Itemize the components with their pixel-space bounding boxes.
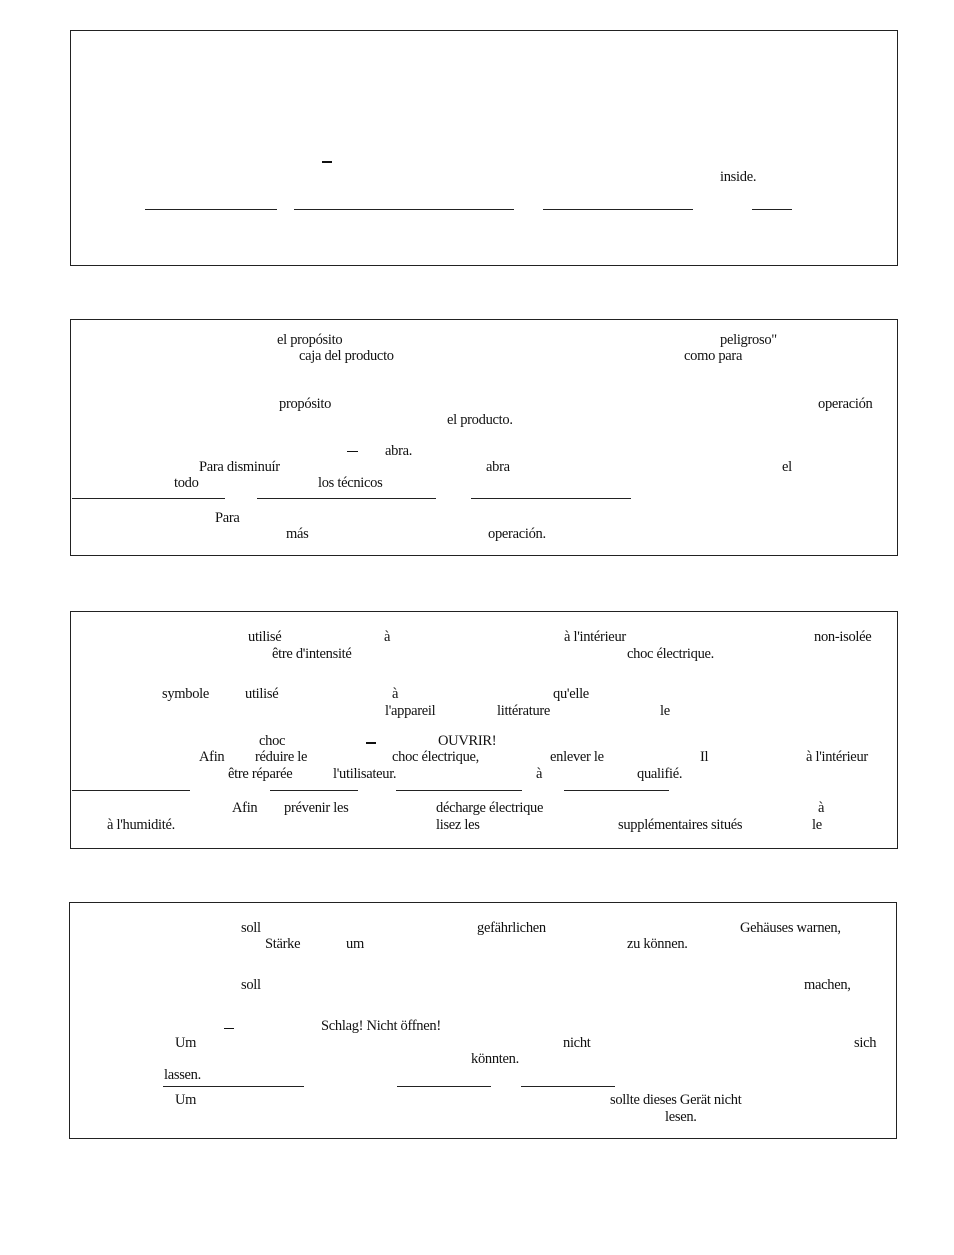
english-warning-box xyxy=(70,30,898,266)
german-word: Um xyxy=(175,1035,197,1051)
french-word: prévenir les xyxy=(284,800,349,816)
spanish-word: operación. xyxy=(488,526,546,542)
spanish-word: Para disminuír xyxy=(199,459,280,475)
dash-mark xyxy=(366,742,376,744)
french-word: enlever le xyxy=(550,749,604,765)
french-word: décharge électrique xyxy=(436,800,544,816)
german-word: Um xyxy=(175,1092,197,1108)
english-word: inside. xyxy=(720,169,757,185)
spanish-word: abra xyxy=(486,459,510,475)
spanish-word: el xyxy=(782,459,792,475)
spanish-word: los técnicos xyxy=(318,475,383,491)
french-word: être d'intensité xyxy=(272,646,352,662)
underline xyxy=(752,209,792,210)
spanish-warning-box xyxy=(70,319,898,556)
underline xyxy=(72,498,225,499)
underline xyxy=(72,790,190,791)
french-word: choc électrique. xyxy=(627,646,714,662)
french-word: non-isolée xyxy=(814,629,872,645)
french-word: à xyxy=(392,686,399,702)
underline xyxy=(257,498,436,499)
french-word: utilisé xyxy=(245,686,279,702)
french-word: à l'humidité. xyxy=(107,817,175,833)
french-word: utilisé xyxy=(248,629,282,645)
dash-mark xyxy=(322,161,332,163)
french-word: qu'elle xyxy=(553,686,589,702)
underline xyxy=(564,790,669,791)
german-word: könnten. xyxy=(471,1051,519,1067)
german-word: um xyxy=(346,936,364,952)
french-word: littérature xyxy=(497,703,551,719)
german-word: soll xyxy=(241,977,261,993)
spanish-word: Para xyxy=(215,510,240,526)
german-word: sich xyxy=(854,1035,877,1051)
spanish-word: operación xyxy=(818,396,873,412)
underline xyxy=(396,790,522,791)
german-word: machen, xyxy=(804,977,851,993)
spanish-word: caja del producto xyxy=(299,348,394,364)
french-word: symbole xyxy=(162,686,210,702)
spanish-word: más xyxy=(286,526,309,542)
german-word: gefährlichen xyxy=(477,920,546,936)
german-word: Gehäuses warnen, xyxy=(740,920,841,936)
french-word: lisez les xyxy=(436,817,480,833)
underline xyxy=(270,790,358,791)
german-word: Schlag! Nicht öffnen! xyxy=(321,1018,441,1034)
french-word: Il xyxy=(700,749,709,765)
underline xyxy=(397,1086,491,1087)
dash-mark xyxy=(224,1028,234,1029)
french-word: Afin xyxy=(199,749,225,765)
underline xyxy=(543,209,693,210)
french-word: choc électrique, xyxy=(392,749,479,765)
french-word: réduire le xyxy=(255,749,308,765)
dash-mark xyxy=(347,451,358,452)
underline xyxy=(294,209,514,210)
underline xyxy=(163,1086,304,1087)
underline xyxy=(521,1086,615,1087)
french-word: qualifié. xyxy=(637,766,683,782)
french-word: Afin xyxy=(232,800,258,816)
spanish-word: el propósito xyxy=(277,332,343,348)
german-word: zu können. xyxy=(627,936,688,952)
german-word: lesen. xyxy=(665,1109,697,1125)
spanish-word: propósito xyxy=(279,396,332,412)
french-word: l'utilisateur. xyxy=(333,766,397,782)
left-margin-rule xyxy=(70,728,71,783)
french-word: choc xyxy=(259,733,286,749)
spanish-word: peligroso" xyxy=(720,332,777,348)
german-word: soll xyxy=(241,920,261,936)
french-word: à l'intérieur xyxy=(564,629,626,645)
german-word: sollte dieses Gerät nicht xyxy=(610,1092,742,1108)
french-word: être réparée xyxy=(228,766,293,782)
french-word: à xyxy=(536,766,543,782)
spanish-word: como para xyxy=(684,348,743,364)
french-word: le xyxy=(812,817,822,833)
spanish-word: el producto. xyxy=(447,412,513,428)
french-word: supplémentaires situés xyxy=(618,817,743,833)
french-word: à l'intérieur xyxy=(806,749,868,765)
french-word: le xyxy=(660,703,670,719)
spanish-word: abra. xyxy=(385,443,413,459)
german-word: nicht xyxy=(563,1035,591,1051)
french-word: à xyxy=(384,629,391,645)
spanish-word: todo xyxy=(174,475,199,491)
underline xyxy=(471,498,631,499)
german-word: Stärke xyxy=(265,936,301,952)
german-word: lassen. xyxy=(164,1067,201,1083)
french-word: OUVRIR! xyxy=(438,733,497,749)
french-word: à xyxy=(818,800,825,816)
french-word: l'appareil xyxy=(385,703,436,719)
underline xyxy=(145,209,277,210)
